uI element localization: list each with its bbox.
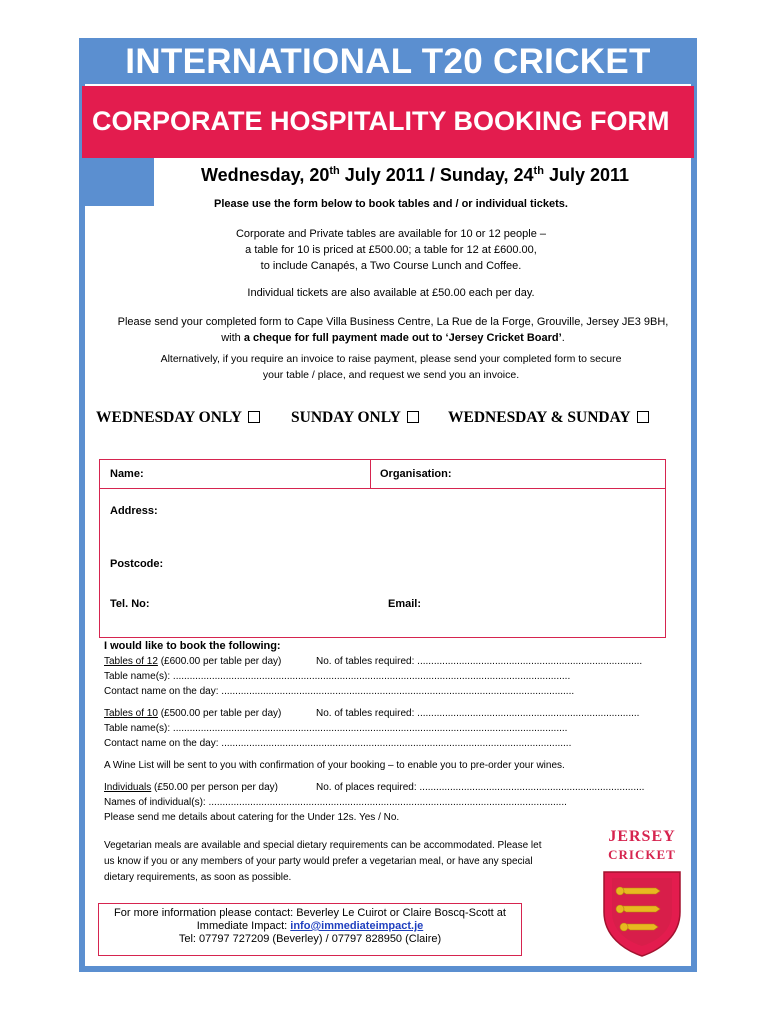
- tables10-names-field[interactable]: Table name(s): ..............................................................................................................................................: [104, 723, 568, 734]
- email-field[interactable]: Email:: [388, 598, 422, 610]
- individuals-row: Individuals (£50.00 per person per day): [104, 782, 279, 793]
- option-both[interactable]: WEDNESDAY & SUNDAY: [448, 408, 649, 428]
- contact-email-link[interactable]: info@immediateimpact.je: [290, 920, 424, 932]
- under12-catering[interactable]: Please send me details about catering for the Under 12s. Yes / No.: [104, 812, 400, 823]
- booking-heading: I would like to book the following:: [104, 640, 281, 652]
- invoice-info: Alternatively, if you require an invoice to raise payment, please send your completed form to secure your table / place, and request we send you an invoice.: [160, 353, 622, 381]
- tables12-names-field[interactable]: Table name(s): ...............................................................................................................................................: [104, 671, 571, 682]
- tables-info: Corporate and Private tables are available for 10 or 12 people – a table for 10 is priced at £500.00; a table for 12 at £600.00, to include Canapés, a Two Course Lunch and Coffee.: [235, 228, 547, 272]
- both-checkbox[interactable]: [637, 411, 649, 423]
- tables10-row: Tables of 10 (£500.00 per table per day): [104, 708, 282, 719]
- contact-details-form: [99, 459, 666, 638]
- individual-info: Individual tickets are also available at £50.00 each per day.: [247, 287, 535, 299]
- organisation-field[interactable]: Organisation:: [380, 468, 452, 480]
- wednesday-checkbox[interactable]: [248, 411, 260, 423]
- tables10-required-field[interactable]: No. of tables required: ................................................................................: [316, 708, 640, 719]
- page-subtitle: CORPORATE HOSPITALITY BOOKING FORM: [92, 106, 670, 136]
- individuals-required-field[interactable]: No. of places required: .................................................................................: [316, 782, 645, 793]
- option-sunday[interactable]: SUNDAY ONLY: [291, 408, 419, 428]
- tables12-contact-field[interactable]: Contact name on the day: ...............................................................................................................................: [104, 686, 575, 697]
- wine-list-note: A Wine List will be sent to you with confirmation of your booking – to enable you to pre-order your wines.: [104, 760, 565, 771]
- logo-cricket-text: CRICKET: [608, 847, 676, 862]
- send-info: Please send your completed form to Cape Villa Business Centre, La Rue de la Forge, Grouville, Jersey JE3 9BH, with a cheque for full payment made out to ‘Jersey Cricket Board’.: [117, 316, 669, 344]
- tables12-row: Tables of 12 (£600.00 per table per day): [104, 656, 282, 667]
- individual-names-field[interactable]: Names of individual(s): .................................................................................................................................: [104, 797, 567, 808]
- tables12-required-field[interactable]: No. of tables required: .................................................................................: [316, 656, 643, 667]
- instruction-text: Please use the form below to book tables and / or individual tickets.: [214, 198, 568, 210]
- name-field[interactable]: Name:: [110, 468, 144, 480]
- jersey-cricket-crest-icon: [598, 866, 686, 958]
- form-divider-horizontal: [100, 488, 665, 489]
- page-title: INTERNATIONAL T20 CRICKET: [125, 42, 651, 81]
- contact-info-box: For more information please contact: Beverley Le Cuirot or Claire Boscq-Scott at Immediate Impact: info@immediateimpact.je Tel: 07797 727209 (Beverley) / 07797 828950 (Claire): [98, 903, 522, 956]
- event-dates: Wednesday, 20th July 2011 / Sunday, 24th July 2011: [200, 165, 630, 185]
- logo-jersey-text: JERSEY: [608, 828, 676, 845]
- postcode-field[interactable]: Postcode:: [110, 558, 164, 570]
- option-wednesday[interactable]: WEDNESDAY ONLY: [96, 408, 260, 428]
- vegetarian-note: Vegetarian meals are available and special dietary requirements can be accommodated. Please let us know if you or any members of your party would prefer a vegetarian meal, or have any special dietary requirements, as soon as possible.: [104, 840, 542, 883]
- sunday-checkbox[interactable]: [407, 411, 419, 423]
- form-divider-vertical: [370, 460, 371, 488]
- tables10-contact-field[interactable]: Contact name on the day: ..............................................................................................................................: [104, 738, 572, 749]
- tel-field[interactable]: Tel. No:: [110, 598, 150, 610]
- address-field[interactable]: Address:: [110, 505, 158, 517]
